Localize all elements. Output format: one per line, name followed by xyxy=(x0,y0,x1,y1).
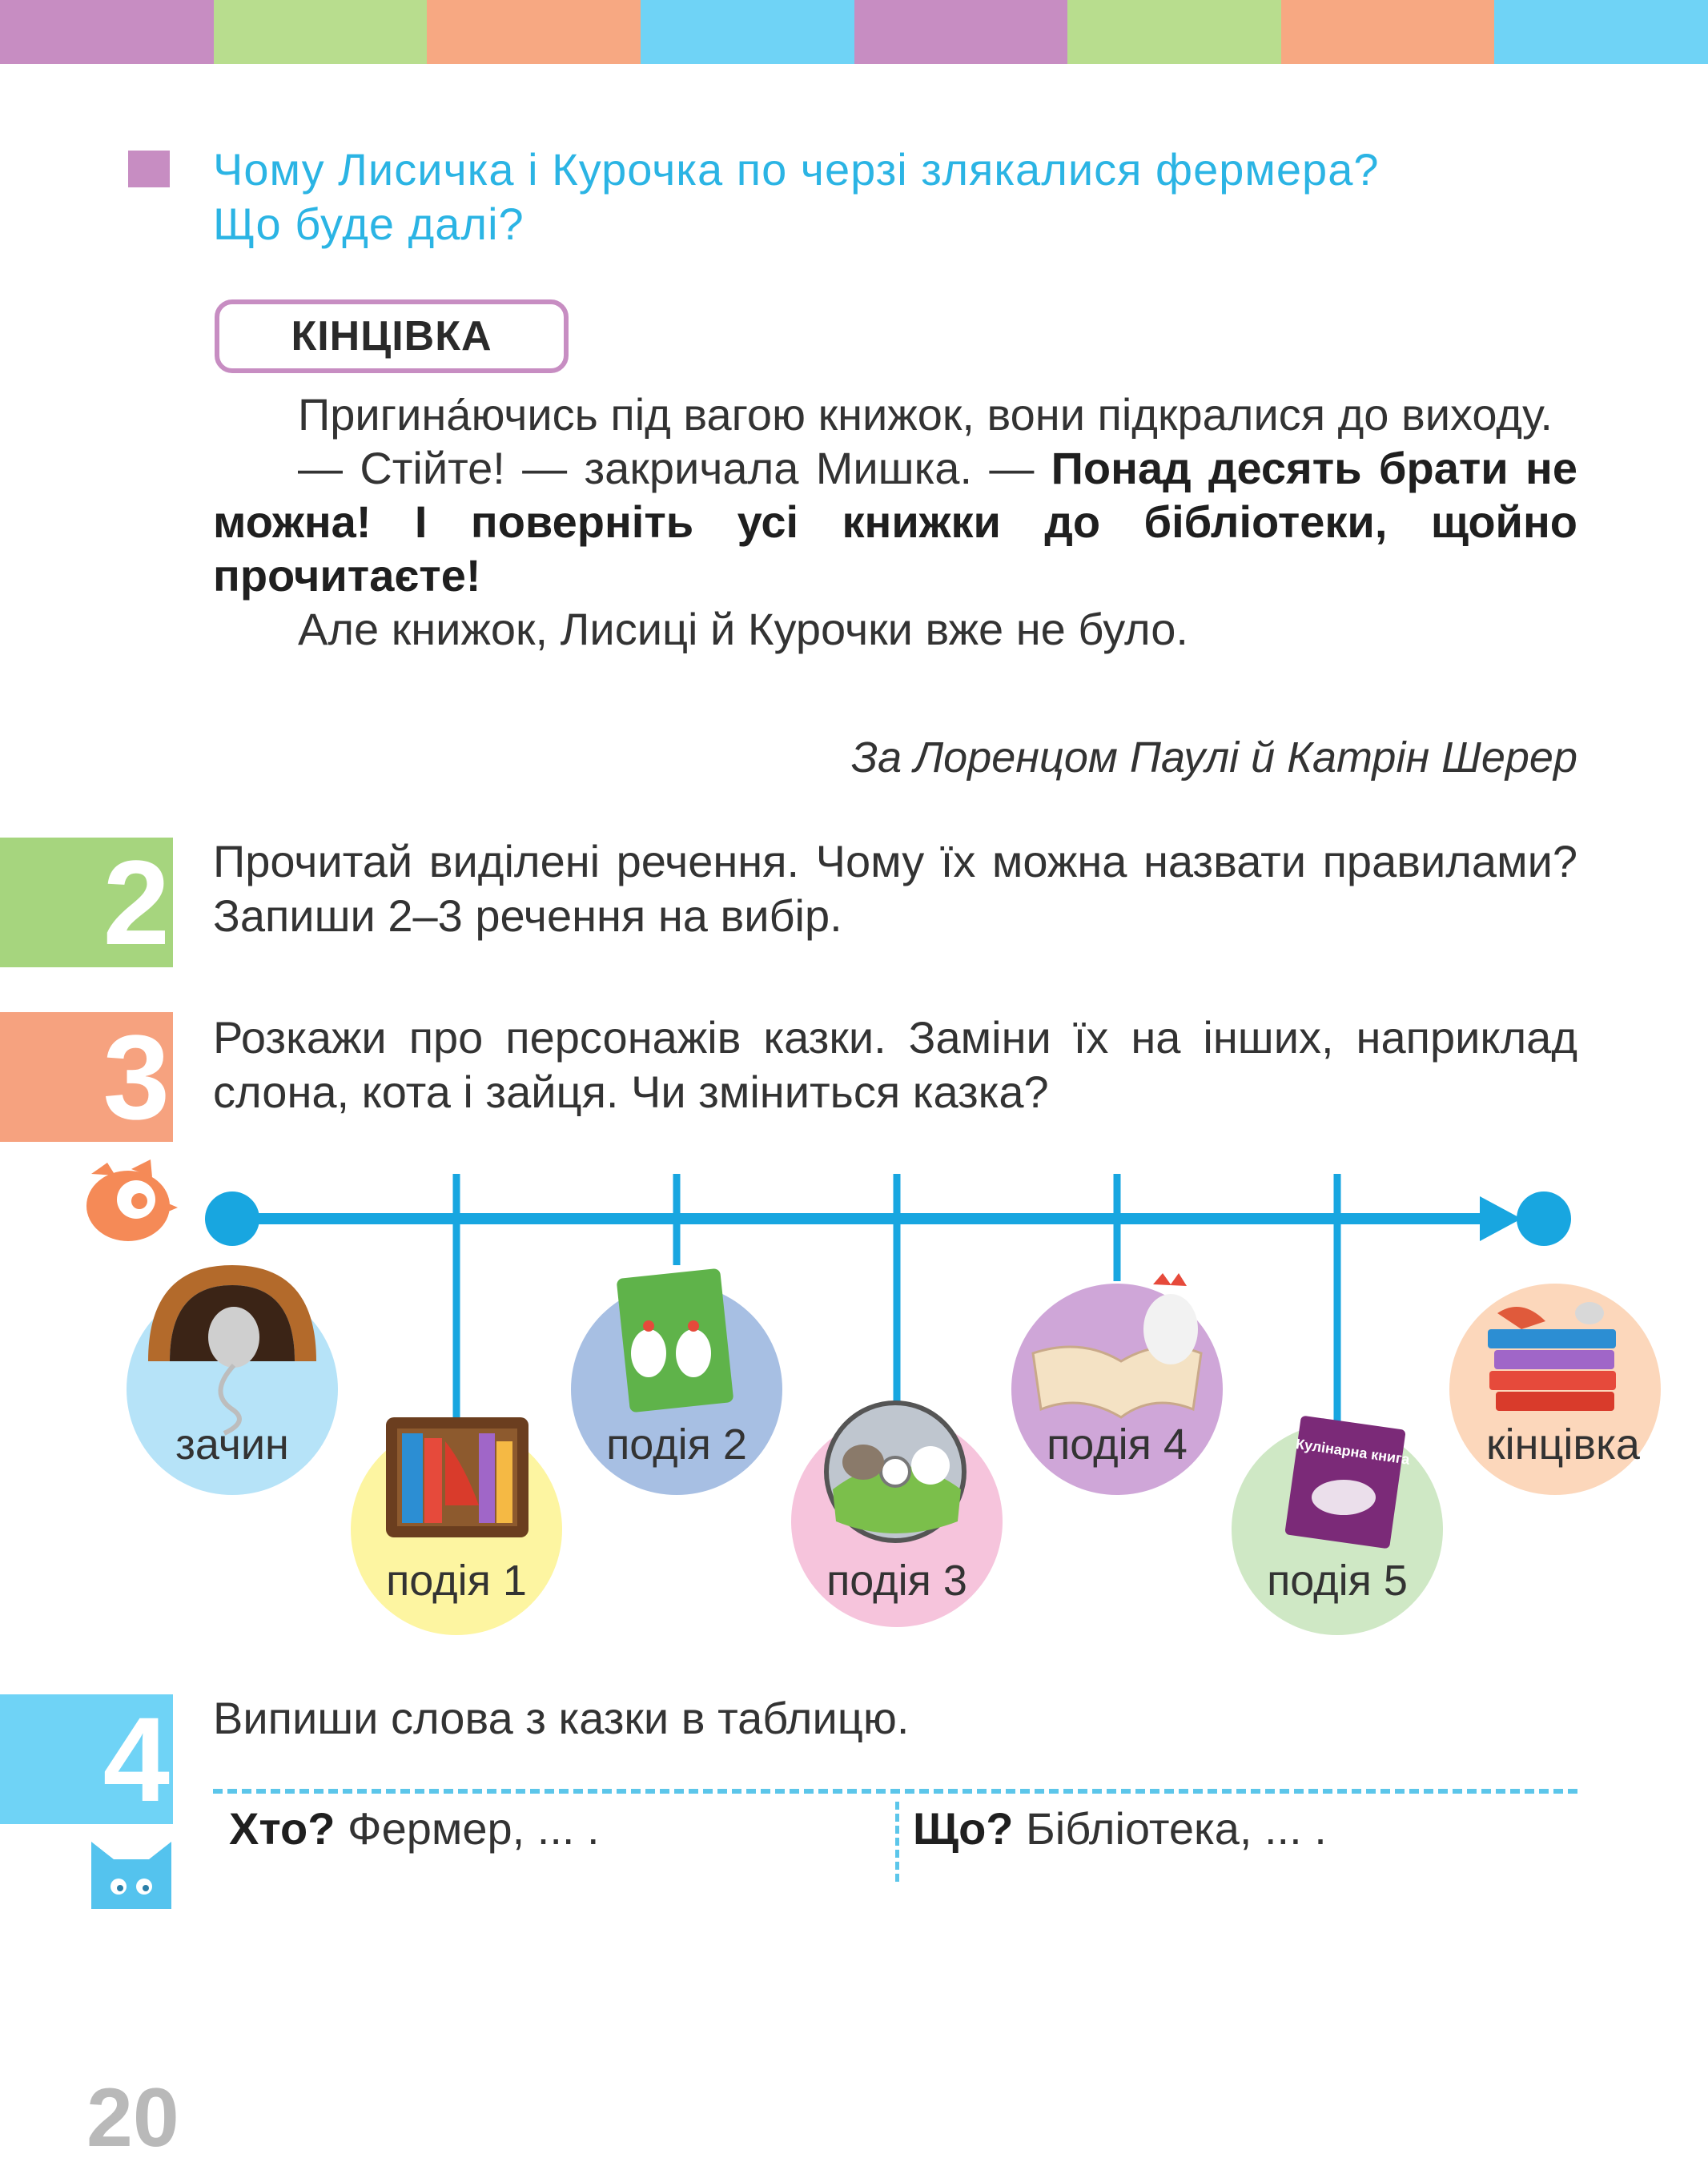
story-paragraph-1: Пригина́ючись під вагою книжок, вони підкралися до виходу. xyxy=(298,389,1553,440)
table-cell-who xyxy=(229,1802,600,1856)
timeline-label-event-1: подія 1 xyxy=(386,1557,527,1605)
task-number-4: 4 xyxy=(0,1694,173,1824)
task-text-4: Випиши слова з казки в таблицю. xyxy=(213,1693,910,1743)
story-dialogue: — Стійте! — закричала Мишка. — xyxy=(298,443,1051,493)
hens-cd-icon xyxy=(826,1403,964,1541)
stripe xyxy=(854,0,1068,64)
timeline-arrowhead xyxy=(1480,1196,1521,1241)
table-cell-what xyxy=(913,1802,1327,1856)
table-what-answer: Бібліотека, ... . xyxy=(1013,1803,1327,1854)
question-line-2: Що буде далі? xyxy=(213,199,524,249)
stripe xyxy=(1281,0,1495,64)
timeline-end-dot xyxy=(1517,1191,1571,1246)
question-bullet-icon xyxy=(128,151,170,187)
story-text xyxy=(213,388,1577,656)
timeline-start-dot xyxy=(205,1191,259,1246)
cookbook-title: Кулінарна книга xyxy=(1294,1436,1411,1468)
story-paragraph-2 xyxy=(213,441,1577,602)
stripe xyxy=(1494,0,1708,64)
stripe xyxy=(427,0,641,64)
stripe xyxy=(641,0,854,64)
task-number-3: 3 xyxy=(0,1012,173,1142)
table-who-question: Хто? xyxy=(229,1803,336,1854)
story-rules-bold: Понад десять брати не можна! І поверніть усі книжки до бібліотеки, щойно прочитаєте! xyxy=(213,443,1577,601)
top-color-stripes xyxy=(0,0,1708,64)
timeline-label-ending: кінцівка xyxy=(1486,1421,1640,1469)
table-top-line xyxy=(213,1789,1577,1794)
page-number: 20 xyxy=(86,2072,179,2164)
hens-book-icon xyxy=(617,1268,734,1413)
stripe xyxy=(1067,0,1281,64)
table-what-question: Що? xyxy=(913,1803,1014,1854)
story-author: За Лоренцом Паулі й Катрін Шерер xyxy=(850,733,1577,782)
timeline-label-event-3: подія 3 xyxy=(826,1557,967,1605)
story-paragraph-3: Але книжок, Лисиці й Курочки вже не було. xyxy=(298,604,1188,654)
cat-icon xyxy=(86,1835,176,1909)
stripe xyxy=(0,0,214,64)
section-label: КІНЦІВКА xyxy=(215,299,569,373)
question-line-1: Чому Лисичка і Курочка по черзі злякалися фермера? xyxy=(213,144,1380,195)
table-column-divider xyxy=(895,1802,899,1882)
task-text-2: Прочитай виділені речення. Чому їх можна назвати правилами? Запиши 2–3 речення на вибір. xyxy=(213,836,1577,941)
bookshelf-icon xyxy=(386,1417,528,1537)
timeline-label-event-4: подія 4 xyxy=(1047,1421,1188,1469)
task-number-2: 2 xyxy=(0,838,173,967)
table-who-answer: Фермер, ... . xyxy=(335,1803,600,1854)
timeline-label-event-5: подія 5 xyxy=(1267,1557,1408,1605)
owl-icon xyxy=(83,1158,179,1244)
task-text-3: Розкажи про персонажів казки. Заміни їх на інших, наприклад слона, кота і зайця. Чи зміниться казка? xyxy=(213,1012,1577,1117)
timeline-label-event-2: подія 2 xyxy=(606,1421,747,1469)
stripe xyxy=(214,0,428,64)
question-text xyxy=(213,143,1590,251)
timeline-label-start: зачин xyxy=(175,1421,289,1469)
